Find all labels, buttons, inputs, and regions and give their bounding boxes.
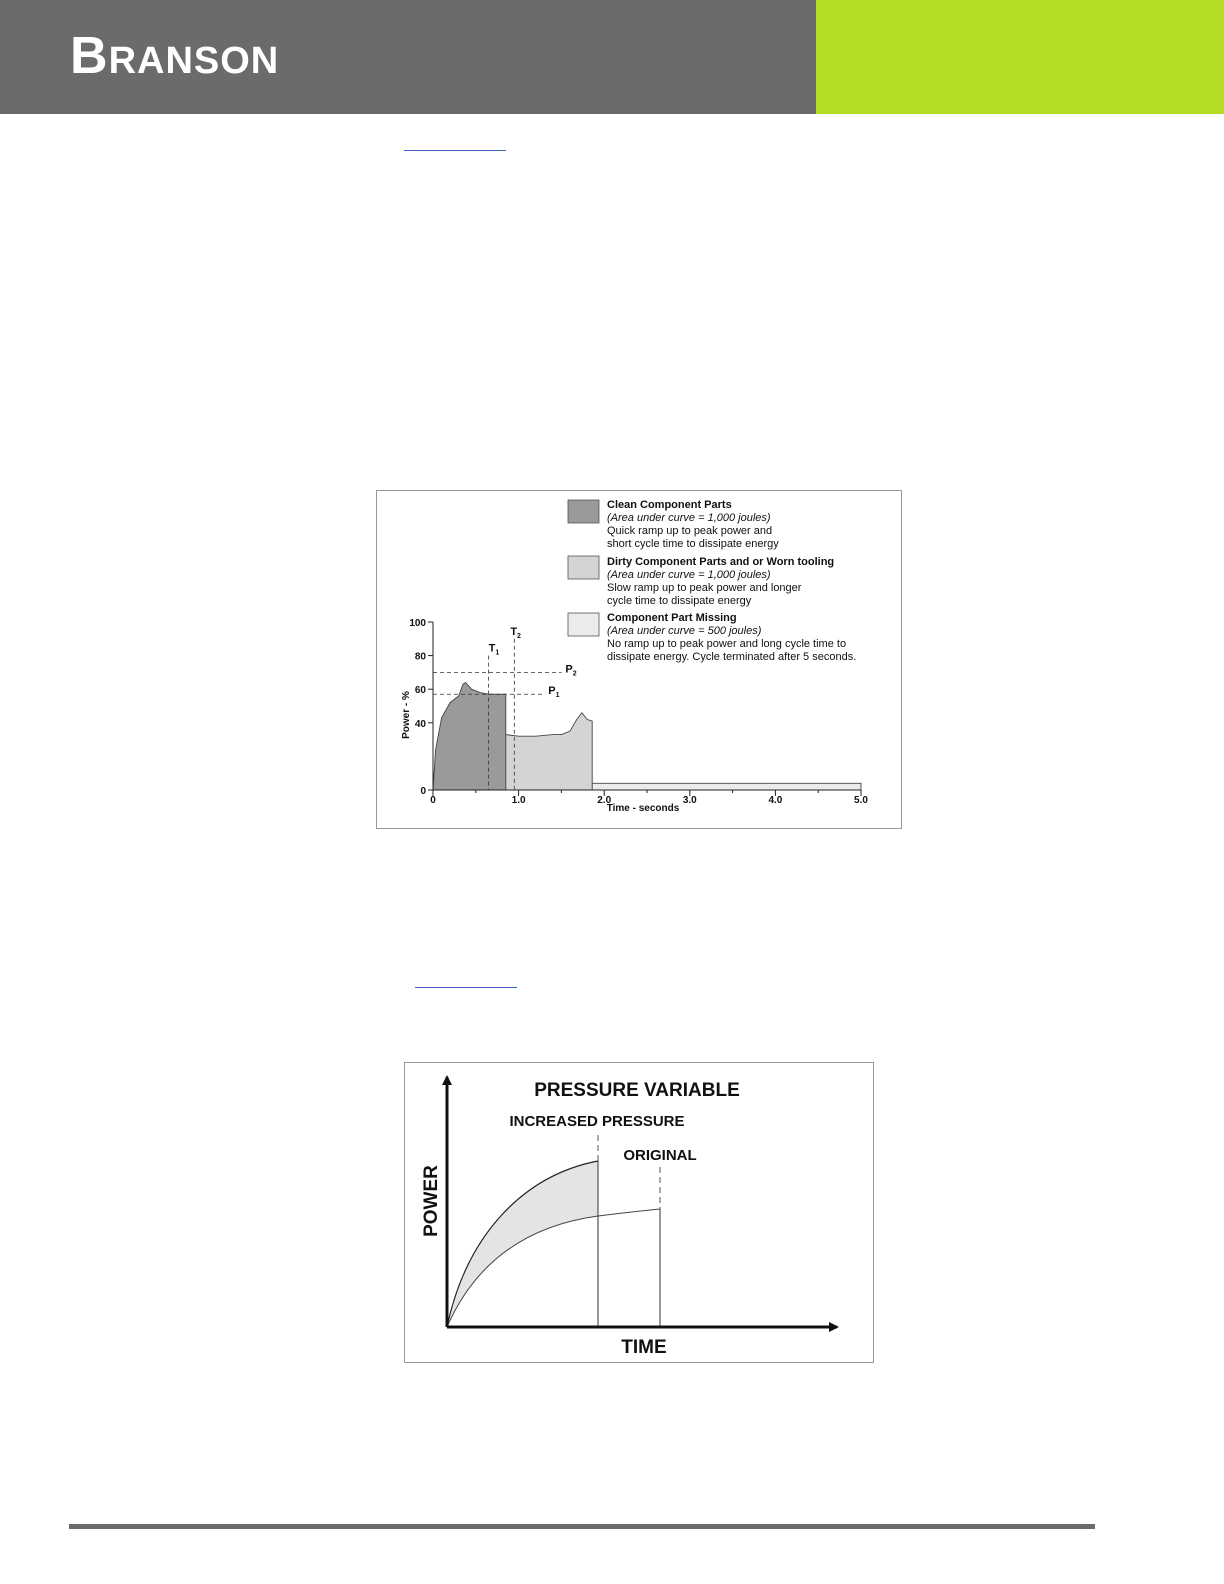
diagram-title: PRESSURE VARIABLE — [534, 1080, 740, 1101]
x-tick-label: 1.0 — [511, 795, 526, 806]
power-curve-figure — [376, 490, 902, 829]
y-tick-label: 80 — [414, 651, 426, 663]
legend-area-missing: (Area under curve = 500 joules) — [607, 625, 762, 637]
hyperlink-underline-2[interactable] — [415, 987, 517, 988]
power-axis-label: POWER — [421, 1165, 442, 1237]
legend-desc-missing-2: dissipate energy. Cycle terminated after 5 seconds. — [607, 651, 857, 663]
header-green-band — [816, 0, 1224, 114]
x-tick-label: 0 — [430, 795, 436, 806]
x-axis-label: Time - seconds — [606, 803, 680, 814]
time-axis-label: TIME — [621, 1337, 667, 1358]
y-tick-label: 60 — [414, 685, 426, 697]
legend-swatch-clean — [568, 500, 599, 523]
legend-title-dirty: Dirty Component Parts and or Worn tooling — [607, 556, 835, 568]
p1-label: $P_1$ — [548, 685, 560, 700]
y-tick-label: 100 — [409, 618, 426, 629]
label-increased-pressure: INCREASED PRESSURE — [509, 1113, 685, 1130]
power-curve-chart — [377, 491, 901, 828]
legend-title-clean: Clean Component Parts — [607, 499, 732, 511]
t1-label: $T_1$ — [488, 642, 500, 657]
series-area-3 — [433, 683, 506, 791]
pressure-variable-figure — [404, 1062, 874, 1363]
hyperlink-underline-1[interactable] — [404, 150, 506, 151]
legend-desc-clean-1: Quick ramp up to peak power and — [607, 525, 773, 537]
footer-rule — [69, 1524, 1095, 1529]
shaded-pressure-gain-region — [447, 1161, 598, 1327]
legend-desc-clean-2: short cycle time to dissipate energy — [607, 538, 779, 550]
page-header — [0, 0, 1224, 114]
legend-area-dirty: (Area under curve = 1,000 joules) — [607, 569, 771, 581]
y-tick-label: 40 — [414, 718, 426, 730]
y-tick-label: 0 — [420, 786, 426, 797]
pressure-variable-diagram — [405, 1063, 873, 1362]
legend-swatch-missing — [568, 613, 599, 636]
legend-desc-dirty-2: cycle time to dissipate energy — [607, 595, 752, 607]
x-tick-label: 4.0 — [768, 795, 783, 806]
legend-swatch-dirty — [568, 556, 599, 579]
y-axis-label: Power - % — [401, 691, 412, 739]
legend-desc-dirty-1: Slow ramp up to peak power and longer — [607, 582, 802, 594]
x-tick-label: 5.0 — [854, 795, 868, 806]
t2-label: $T_2$ — [510, 625, 521, 640]
legend-desc-missing-1: No ramp up to peak power and long cycle time to — [607, 638, 847, 650]
p2-label: $P_2$ — [565, 663, 577, 678]
label-original: ORIGINAL — [623, 1147, 697, 1164]
x-tick-label: 2.0 — [597, 795, 612, 806]
branson-logo: BRANSON — [70, 27, 280, 85]
x-tick-label: 3.0 — [682, 795, 697, 806]
legend-area-clean: (Area under curve = 1,000 joules) — [607, 512, 771, 524]
legend-title-missing: Component Part Missing — [607, 612, 737, 624]
